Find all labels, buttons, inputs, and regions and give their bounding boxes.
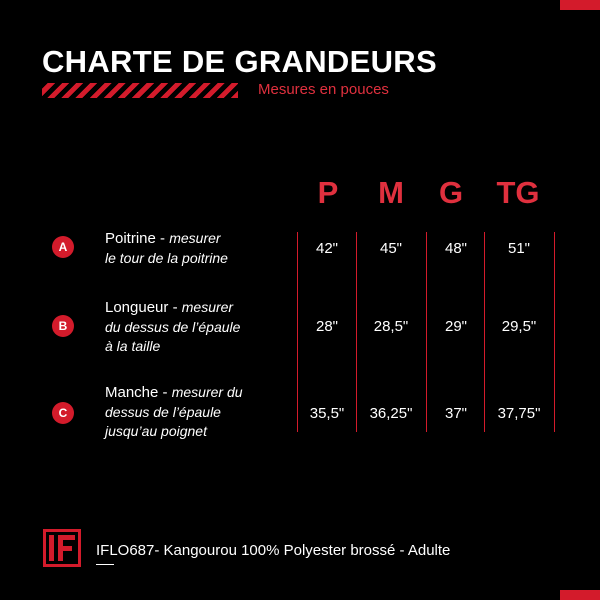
row-badge-b: B bbox=[52, 315, 74, 337]
size-header-p: P bbox=[317, 175, 339, 210]
measure-hint: à la taille bbox=[105, 338, 161, 354]
value-length-p: 28" bbox=[315, 318, 338, 335]
value-sleeve-tg: 37,75" bbox=[497, 405, 541, 422]
value-chest-p: 42" bbox=[315, 240, 338, 257]
value-sleeve-g: 37" bbox=[444, 405, 467, 422]
units-subtitle: Mesures en pouces bbox=[258, 81, 389, 98]
measure-name: Longueur bbox=[105, 299, 169, 316]
size-header-tg: TG bbox=[496, 175, 540, 210]
measure-hint: dessus de l’épaule bbox=[105, 403, 221, 420]
value-chest-g: 48" bbox=[444, 240, 467, 257]
column-divider bbox=[554, 232, 555, 432]
value-sleeve-m: 36,25" bbox=[369, 405, 413, 422]
measure-name: Manche bbox=[105, 384, 159, 401]
measure-label-sleeve: Manche - mesurer du dessus de l’épaule jusqu’au poignet bbox=[105, 384, 243, 439]
page-title: CHARTE DE GRANDEURS bbox=[42, 44, 437, 79]
product-description: IFLO687- Kangourou 100% Polyester brossé - Adulte bbox=[96, 542, 451, 559]
size-header-g: G bbox=[438, 175, 464, 210]
row-badge-a: A bbox=[52, 236, 74, 258]
measure-hint: du dessus de l’épaule bbox=[105, 318, 241, 335]
brand-logo-icon bbox=[43, 529, 81, 567]
measure-hint: mesurer bbox=[169, 230, 221, 246]
measure-hint: mesurer du bbox=[171, 384, 243, 400]
value-length-tg: 29,5" bbox=[501, 318, 537, 335]
stripe-decoration bbox=[42, 83, 238, 98]
measure-hint: mesurer bbox=[181, 299, 234, 315]
measure-hint: jusqu’au poignet bbox=[105, 423, 207, 439]
measure-name: Poitrine bbox=[105, 230, 156, 247]
value-sleeve-p: 35,5" bbox=[309, 405, 345, 422]
value-length-g: 29" bbox=[444, 318, 467, 335]
corner-accent-bottom bbox=[560, 590, 600, 600]
measure-label-chest: Poitrine - mesurer le tour de la poitrine bbox=[105, 230, 228, 266]
value-chest-tg: 51" bbox=[507, 240, 530, 257]
row-badge-c: C bbox=[52, 402, 74, 424]
footer-underline bbox=[96, 564, 114, 565]
corner-accent-top bbox=[560, 0, 600, 10]
measure-label-length: Longueur - mesurer du dessus de l’épaule à la taille bbox=[105, 299, 241, 354]
size-header-m: M bbox=[378, 175, 404, 210]
value-length-m: 28,5" bbox=[373, 318, 409, 335]
measure-hint: le tour de la poitrine bbox=[105, 249, 228, 266]
value-chest-m: 45" bbox=[379, 240, 402, 257]
